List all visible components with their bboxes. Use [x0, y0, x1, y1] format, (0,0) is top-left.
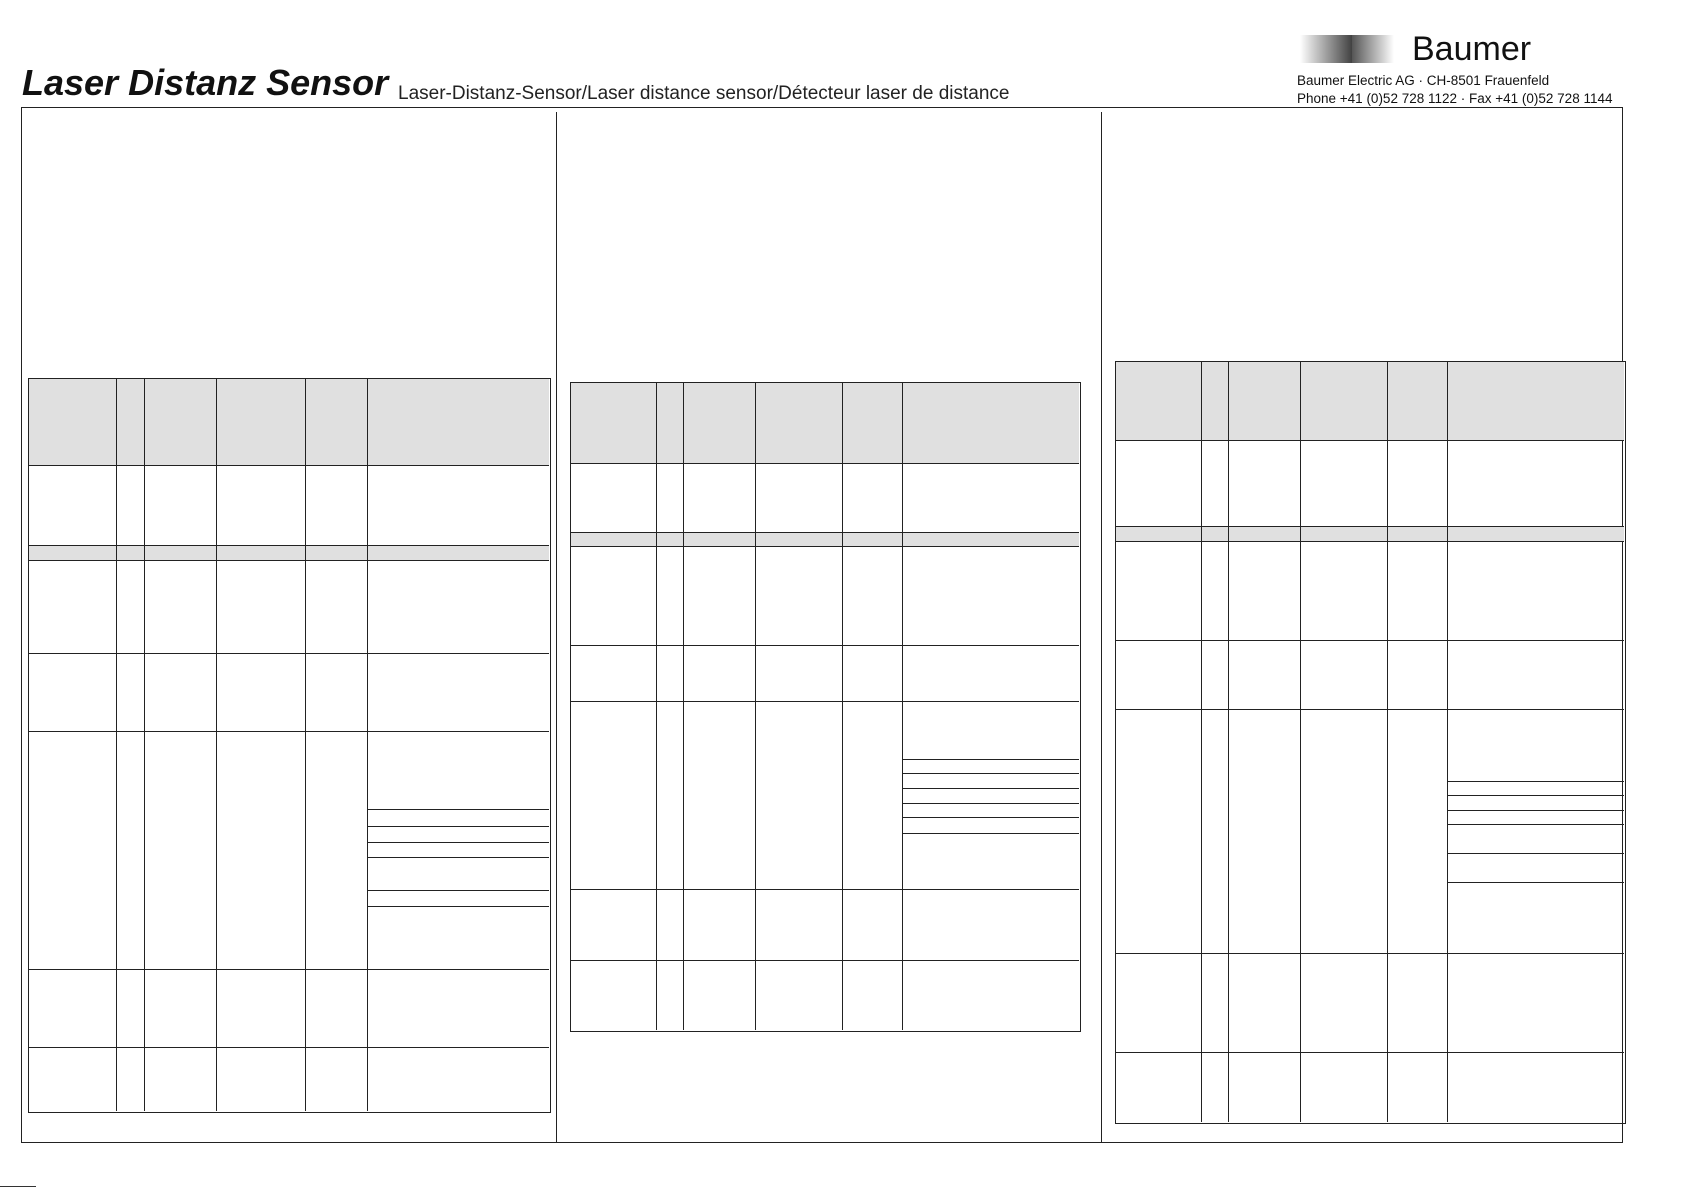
column-divider [367, 379, 368, 1111]
spec-table-2 [570, 382, 1081, 1032]
spec-table-1 [28, 378, 551, 1113]
sub-row-divider [902, 817, 1079, 818]
sub-row-divider [367, 906, 549, 907]
page-subtitle: Laser-Distanz-Sensor/Laser distance sensor/Détecteur laser de distance [398, 83, 1010, 104]
sub-row-divider [902, 773, 1079, 774]
column-divider [842, 383, 843, 1030]
column-divider [144, 379, 145, 1111]
table-header-band [1116, 362, 1624, 440]
column-divider-2 [1101, 112, 1102, 1143]
sub-row-divider [1447, 853, 1624, 854]
column-divider-1 [556, 112, 557, 1143]
section-band [571, 532, 1079, 546]
row-divider [1116, 953, 1624, 954]
logo-gradient-mark-2 [1352, 35, 1394, 63]
row-divider [571, 463, 1079, 464]
column-divider [902, 383, 903, 1030]
row-divider [29, 465, 549, 466]
row-divider [1116, 709, 1624, 710]
column-divider [1201, 362, 1202, 1122]
sub-row-divider [367, 890, 549, 891]
page-title: Laser Distanz Sensor [22, 62, 389, 103]
row-divider [571, 645, 1079, 646]
column-divider [656, 383, 657, 1030]
sub-row-divider [367, 826, 549, 827]
row-divider [29, 560, 549, 561]
logo-gradient-mark [1300, 35, 1356, 63]
address-line-2: Phone +41 (0)52 728 1122 · Fax +41 (0)52 728 1144 [1297, 91, 1613, 106]
section-band [29, 545, 549, 560]
row-divider [1116, 1052, 1624, 1053]
table-header-band [571, 383, 1079, 463]
column-divider [305, 379, 306, 1111]
sub-row-divider [1447, 882, 1624, 883]
sub-row-divider [1447, 824, 1624, 825]
row-divider [1116, 541, 1624, 542]
column-divider [116, 379, 117, 1111]
row-divider [29, 1047, 549, 1048]
address-line-1: Baumer Electric AG · CH-8501 Frauenfeld [1297, 73, 1550, 88]
logo-wordmark: Baumer [1412, 30, 1532, 68]
brand-logo [1300, 30, 1630, 70]
row-divider [29, 653, 549, 654]
column-divider [1300, 362, 1301, 1122]
row-divider [1116, 526, 1624, 527]
row-divider [571, 532, 1079, 533]
row-divider [571, 889, 1079, 890]
row-divider [1116, 440, 1624, 441]
column-divider [1447, 362, 1448, 1122]
spec-table-3 [1115, 361, 1626, 1124]
column-divider [755, 383, 756, 1030]
row-divider [571, 960, 1079, 961]
column-divider [216, 379, 217, 1111]
row-divider [571, 546, 1079, 547]
sub-row-divider [902, 759, 1079, 760]
row-divider [571, 701, 1079, 702]
column-divider [1387, 362, 1388, 1122]
column-divider [683, 383, 684, 1030]
sub-row-divider [1447, 810, 1624, 811]
company-address [1297, 72, 1612, 108]
sub-row-divider [367, 842, 549, 843]
sub-row-divider [902, 803, 1079, 804]
sub-row-divider [367, 809, 549, 810]
sub-row-divider [902, 833, 1079, 834]
section-band [1116, 526, 1624, 541]
footer-rule [0, 1186, 36, 1187]
row-divider [1116, 640, 1624, 641]
table-header-band [29, 379, 549, 465]
sub-row-divider [367, 857, 549, 858]
sub-row-divider [1447, 781, 1624, 782]
sub-row-divider [902, 788, 1079, 789]
row-divider [29, 731, 549, 732]
row-divider [29, 545, 549, 546]
row-divider [29, 969, 549, 970]
sub-row-divider [1447, 795, 1624, 796]
column-divider [1228, 362, 1229, 1122]
